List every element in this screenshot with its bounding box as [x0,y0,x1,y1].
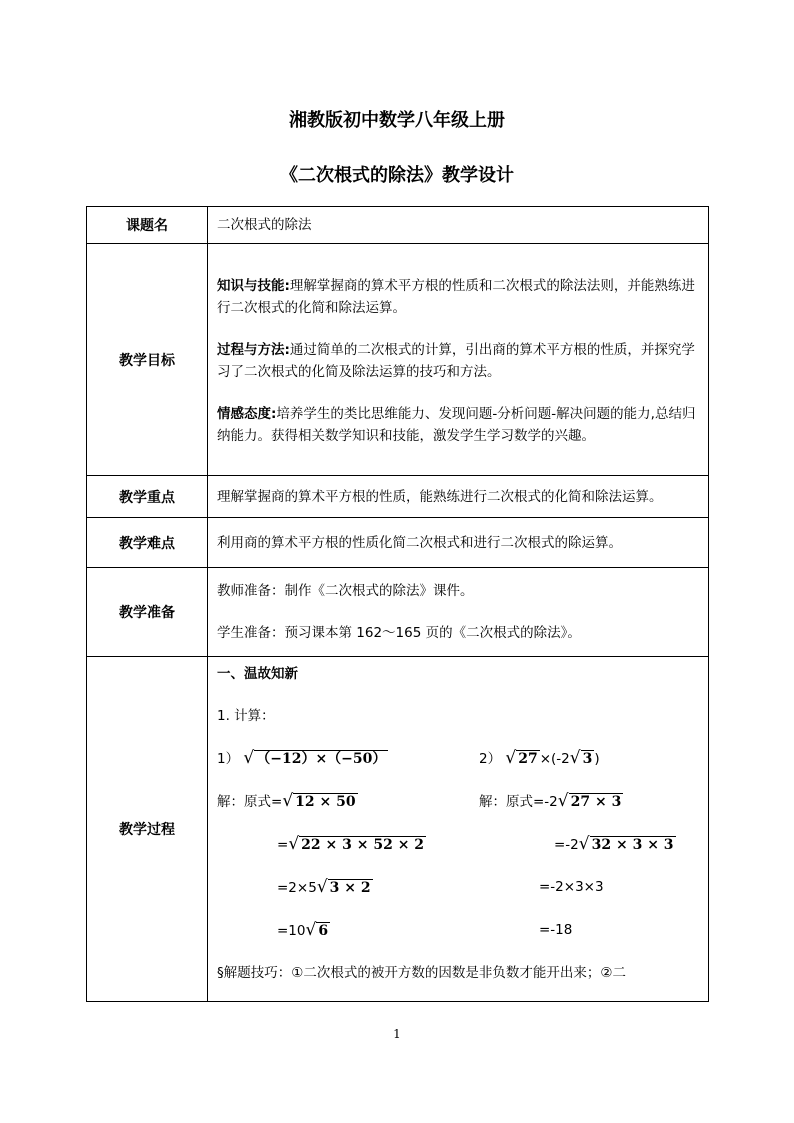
sqrt-icon: √ [305,920,317,940]
problem-1: 1） √ （−12）×（−50） [217,748,387,768]
label-topic: 课题名 [87,207,208,244]
doc-title-line1: 湘教版初中数学八年级上册 [289,110,505,131]
solution-line-1: 解：原式=√ 12 × 50 解：原式=-2√ 27 × 3 [217,791,622,811]
problem-row [217,747,700,770]
value-goals [208,244,709,476]
page-number: 1 [393,1027,401,1041]
label-difficulty: 教学难点 [87,518,208,568]
row-topic [87,207,709,244]
sqrt-icon: √ [569,748,581,768]
prep-teacher: 教师准备：制作《二次根式的除法》课件。 [217,583,474,599]
goal-process: 过程与方法:通过简单的二次根式的计算，引出商的算术平方根的性质，并探究学习了二次根式的化简及除法运算的技巧和方法。 [217,341,695,380]
solution-line-3: =2×5√ 3 × 2 =-2×3×3 [277,877,604,897]
value-topic: 二次根式的除法 [208,207,709,244]
sqrt-icon: √ [505,748,517,768]
value-key: 理解掌握商的算术平方根的性质，能熟练进行二次根式的化简和除法运算。 [208,476,709,518]
sqrt-icon: √ [282,791,294,811]
sqrt-icon: √ [557,791,569,811]
problem-2: 2） √ 27 ×(-2√ 3 ) [479,748,600,768]
label-goals: 教学目标 [87,244,208,476]
solving-tip: §解题技巧：①二次根式的被开方数的因数是非负数才能开出来；②二 [217,965,626,981]
row-process [87,657,709,1002]
solution-line-4: =10√ 6 =-18 [277,920,573,940]
doc-title-line2: 《二次根式的除法》教学设计 [280,165,514,186]
sqrt-icon: √ [243,748,255,768]
row-key [87,476,709,518]
row-difficulty [87,518,709,568]
sqrt-icon: √ [288,834,300,854]
lesson-plan-table [86,206,709,1002]
prep-student: 学生准备：预习课本第 162～165 页的《二次根式的除法》。 [217,625,581,641]
row-goals [87,244,709,476]
value-difficulty: 利用商的算术平方根的性质化简二次根式和进行二次根式的除运算。 [208,518,709,568]
label-prep: 教学准备 [87,568,208,657]
goal-attitude: 情感态度:培养学生的类比思维能力、发现问题-分析问题-解决问题的能力,总结归纳能力。获得相关数学知识和技能，激发学生学习数学的兴趣。 [217,405,696,444]
process-section-heading: 一、温故知新 [217,666,298,682]
label-process: 教学过程 [87,657,208,1002]
sqrt-icon: √ [316,877,328,897]
row-prep [87,568,709,657]
goal-knowledge: 知识与技能:理解掌握商的算术平方根的性质和二次根式的除法法则，并能熟练进行二次根式的化简和除法运算。 [217,277,695,316]
value-prep [208,568,709,657]
label-key: 教学重点 [87,476,208,518]
value-process [208,657,709,1002]
sqrt-icon: √ [578,834,590,854]
solution-line-2: =√ 22 × 3 × 52 × 2 =-2√ 32 × 3 × 3 [277,834,674,854]
process-question: 1. 计算： [217,708,275,724]
